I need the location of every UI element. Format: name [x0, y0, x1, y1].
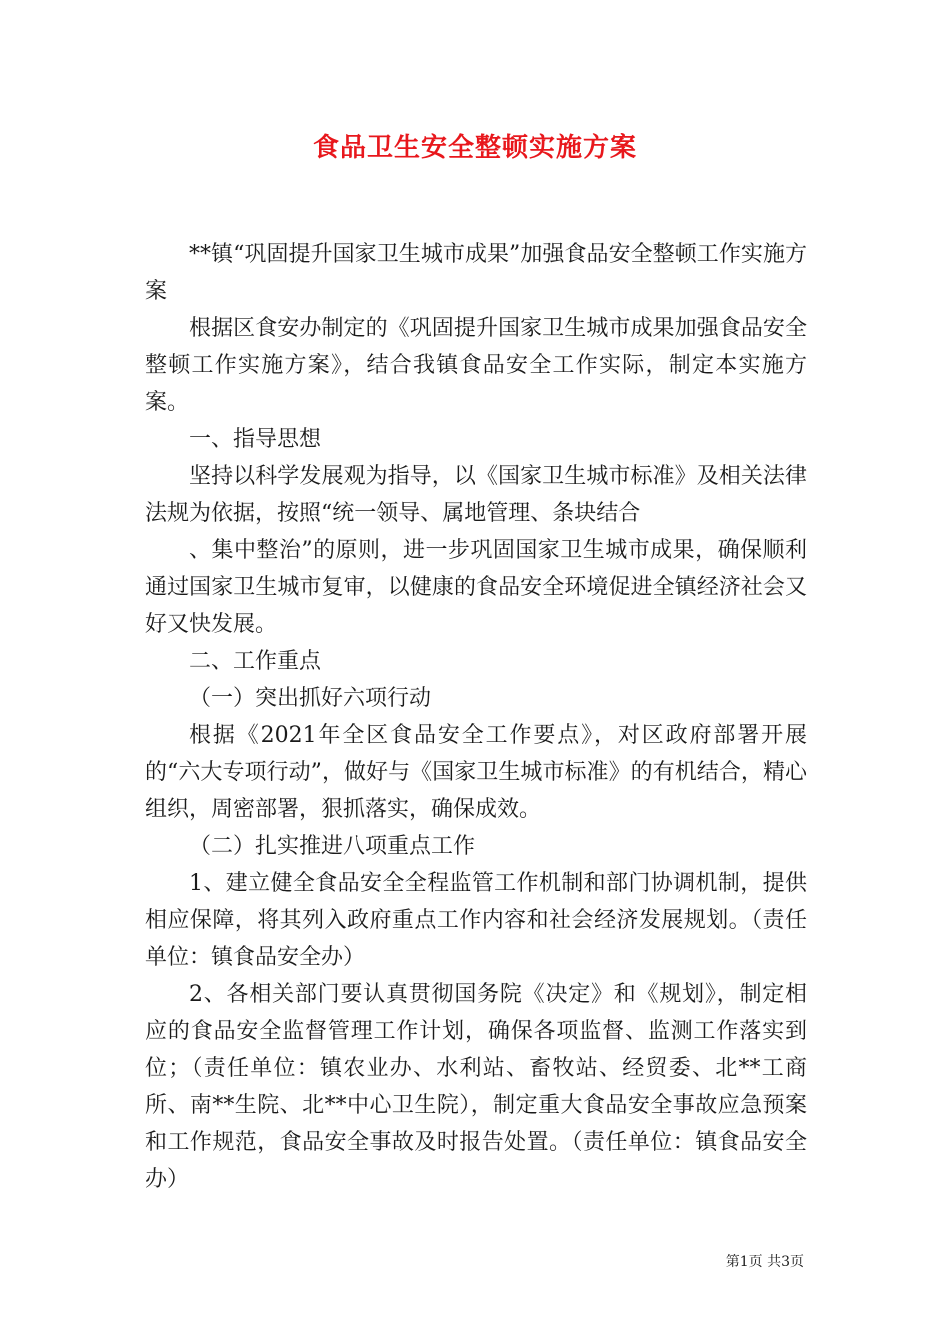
paragraph-task-1: 1、建立健全食品安全全程监管工作机制和部门协调机制，提供相应保障，将其列入政府重点工作内容和社会经济发展规划。（责任单位：镇食品安全办） — [145, 871, 807, 970]
paragraph-guiding-thought-1: 坚持以科学发展观为指导，以《国家卫生城市标准》及相关法律法规为依据，按照“统一领导、属地管理、条块结合 — [145, 464, 807, 526]
paragraph-guiding-thought-2: 、集中整治”的原则，进一步巩固国家卫生城市成果，确保顺利通过国家卫生城市复审，以健康的食品安全环境促进全镇经济社会又好又快发展。 — [145, 538, 807, 637]
subsection-heading-six-actions: （一）突出抓好六项行动 — [189, 686, 432, 711]
page-number: 第1页 共3页 — [725, 1254, 804, 1270]
page-title: 食品卫生安全整顿实施方案 — [312, 133, 637, 163]
section-heading-guiding-thought: 一、指导思想 — [189, 427, 322, 452]
document-body — [145, 236, 807, 1198]
paragraph-plan-title: **镇“巩固提升国家卫生城市成果”加强食品安全整顿工作实施方案 — [145, 242, 807, 304]
paragraph-six-actions: 根据《2021年全区食品安全工作要点》，对区政府部署开展的“六大专项行动”，做好与《国家卫生城市标准》的有机结合，精心组织，周密部署，狠抓落实，确保成效。 — [145, 723, 807, 822]
section-heading-work-focus: 二、工作重点 — [189, 649, 322, 674]
paragraph-intro: 根据区食安办制定的《巩固提升国家卫生城市成果加强食品安全整顿工作实施方案》，结合我镇食品安全工作实际，制定本实施方案。 — [145, 316, 807, 415]
subsection-heading-eight-tasks: （二）扎实推进八项重点工作 — [189, 834, 476, 859]
paragraph-task-2: 2、各相关部门要认真贯彻国务院《决定》和《规划》，制定相应的食品安全监督管理工作计划，确保各项监督、监测工作落实到位；（责任单位：镇农业办、水利站、畜牧站、经贸委、北**工商所、南**生院、北**中心卫生院），制定重大食品安全事故应急预案和工作规范，食品安全事故及时报告处置。（责任单位：镇食品安全办） — [145, 982, 807, 1192]
